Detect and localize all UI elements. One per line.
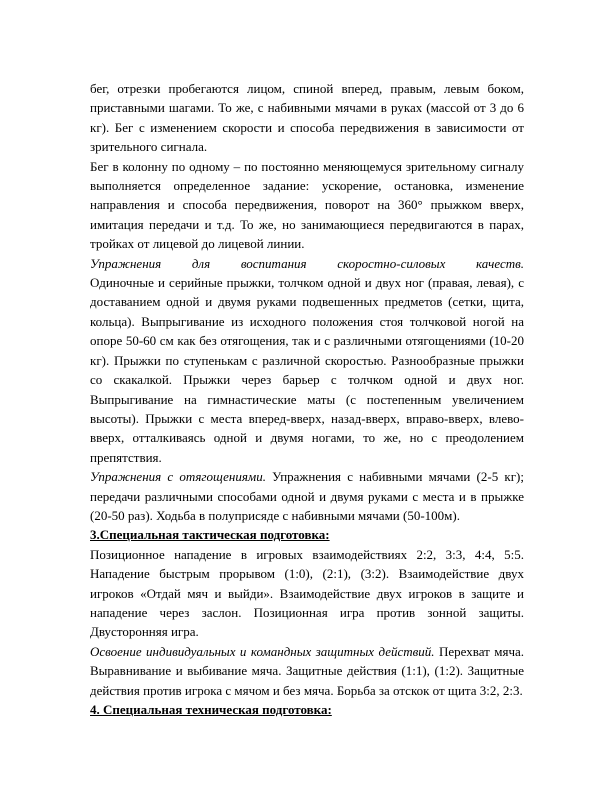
paragraph-speed-strength-body: Одиночные и серийные прыжки, толчком одной и двух ног (правая, левая), с доставанием одной и двумя руками подвешенных предметов (сетки, щита, кольца). Выпрыгивание из исходного положения стоя толчковой ногой на опоре 50-60 см как без отягощения, так и с различными отягощениями (10-20 кг). Прыжки по ступенькам с различной скоростью. Разнообразные прыжки со скакалкой. Прыжки через барьер с толчком одной и двух ног. Выпрыгивание на гимнастические маты (с постепенным увеличением высоты). Прыжки с места вперед-вверх, назад-вверх, вправо-вверх, влево-вверх, отталкиваясь одной и двумя ногами, то же, но с преодолением препятствия.: [90, 275, 524, 465]
document-page: [90, 79, 524, 719]
paragraph-defensive-actions: [90, 642, 524, 700]
defensive-body: Перехват мяча. Выравнивание и выбивание мяча. Защитные действия (1:1), (1:2). Защитные действия против игрока с мячом и без мяча. Борьба за отскок от щита 3:2, 2:3.: [90, 643, 524, 698]
defensive-lead: Освоение индивидуальных и командных защитных действий.: [90, 643, 435, 659]
paragraph-positional-attack: Позиционное нападение в игровых взаимодействиях 2:2, 3:3, 4:4, 5:5. Нападение быстрым прорывом (1:0), (2:1), (3:2). Взаимодействие двух игроков «Отдай мяч и выйди». Взаимодействие двух игроков в защите и нападение через заслон. Позиционная игра против зонной защиты. Двусторонняя игра.: [90, 546, 524, 640]
paragraph-speed-strength-title: Упражнения для воспитания скоростно-силовых качеств.: [90, 255, 524, 271]
paragraph-running-drills: бег, отрезки пробегаются лицом, спиной вперед, правым, левым боком, приставными шагами. То же, с набивными мячами в руках (массой от 3 до 6 кг). Бег с изменением скорости и способа передвижения в зависимости от зрительного сигнала.: [90, 81, 524, 155]
weights-body: Упражнения с набивными мячами (2-5 кг); передачи различными способами одной и двумя руками с места и в прыжке (20-50 раз). Ходьба в полуприсяде с набивными мячами (50-100м).: [90, 469, 524, 523]
section-heading-technical: 4. Специальная техническая подготовка:: [90, 702, 332, 717]
paragraph-column-running: Бег в колонну по одному – по постоянно меняющемуся зрительному сигналу выполняется определенное задание: ускорение, остановка, изменение направления и способа передвижения, поворот на 360° прыжком вверх, имитация передачи и т.д. То же, но занимающиеся передвигаются в парах, тройках от лицевой до лицевой линии.: [90, 158, 524, 252]
paragraph-weights: [90, 467, 524, 525]
section-heading-tactical: 3.Специальная тактическая подготовка:: [90, 527, 330, 543]
weights-lead: Упражнения с отягощениями.: [90, 469, 266, 485]
